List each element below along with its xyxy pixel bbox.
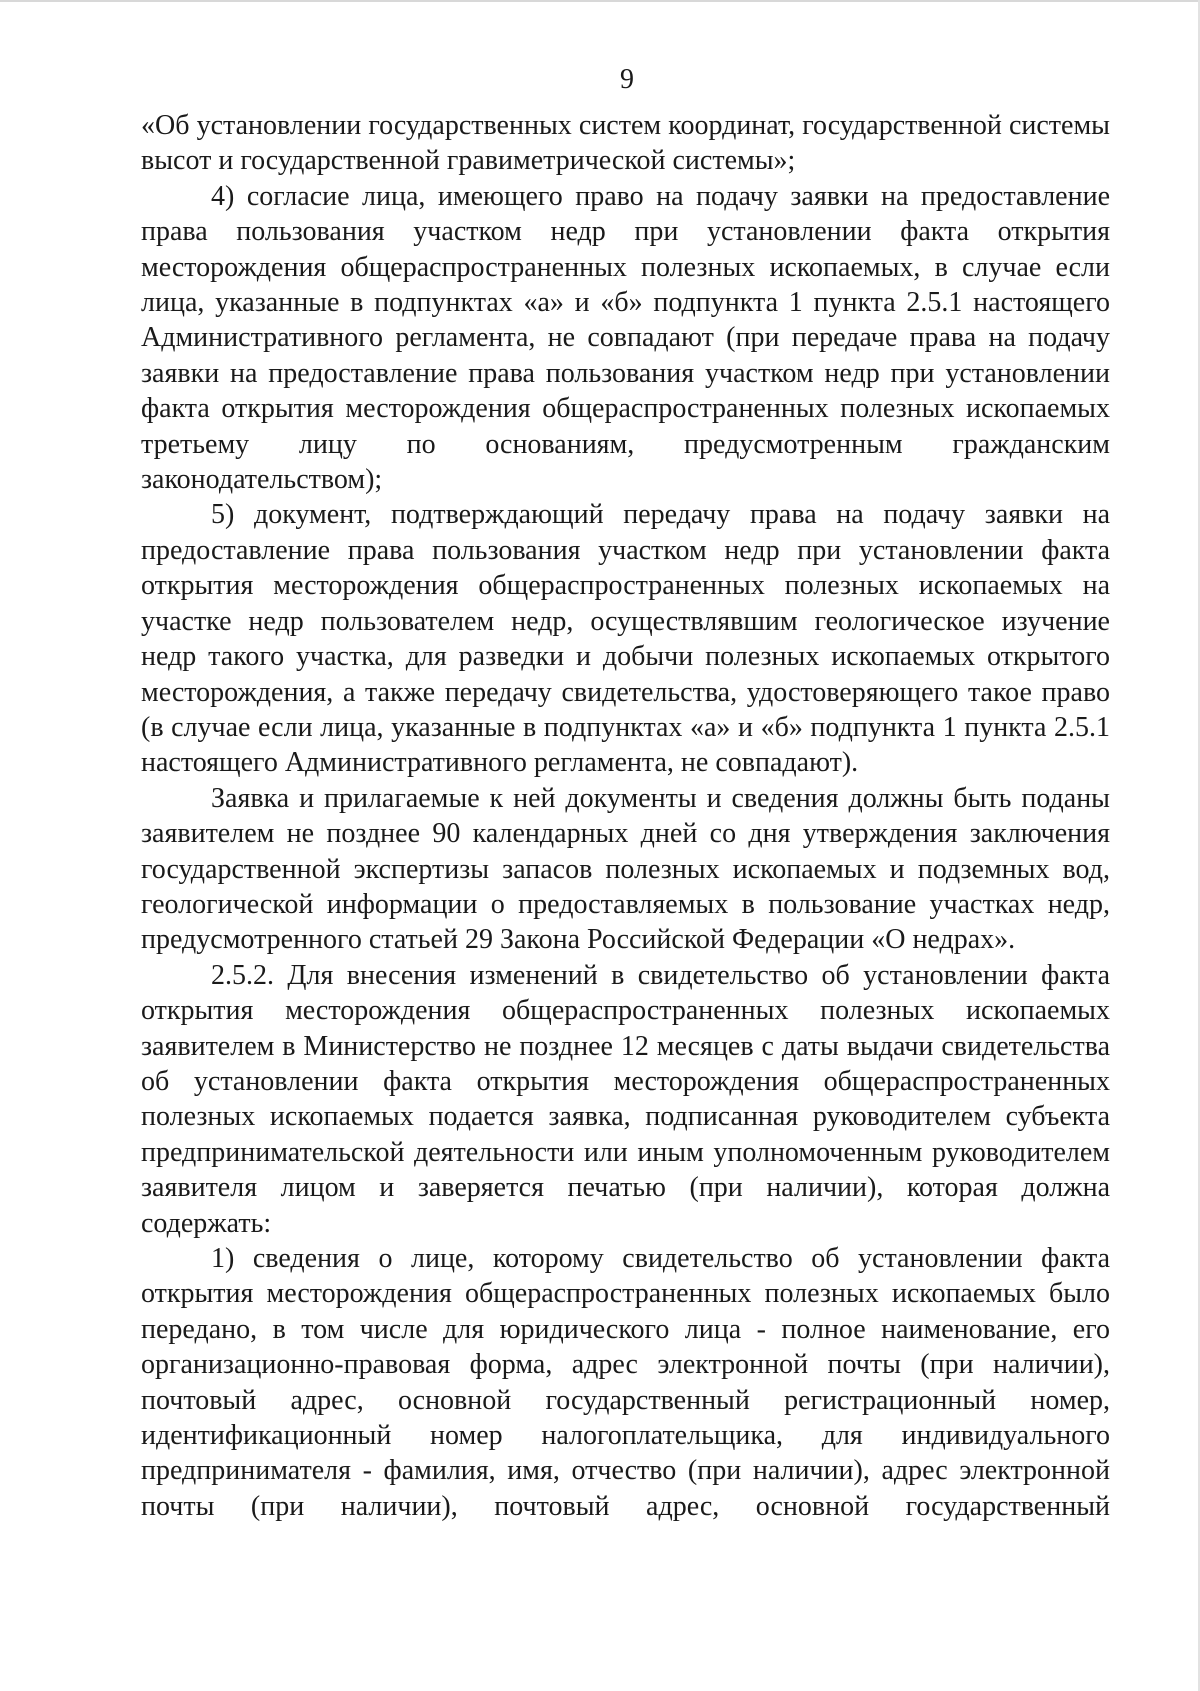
document-body xyxy=(141,108,1110,1524)
page-number: 9 xyxy=(620,64,634,95)
paragraph-section-2-5-2: 2.5.2. Для внесения изменений в свидетельство об установлении факта открытия месторождения общераспространенных полезных ископаемых заявителем в Министерство не позднее 12 месяцев с даты выдачи свидетельства об установлении факта открытия месторождения общераспространенных полезных ископаемых подается заявка, подписанная руководителем субъекта предпринимательской деятельности или иным уполномоченным руководителем заявителя лицом и заверяется печатью (при наличии), которая должна содержать: xyxy=(141,959,1110,1239)
paragraph-item-4: 4) согласие лица, имеющего право на подачу заявки на предоставление права пользования участком недр при установлении факта открытия месторождения общераспространенных полезных ископаемых, в случае если лица, указанные в подпунктах «а» и «б» подпункта 1 пункта 2.5.1 настоящего Административного регламента, не совпадают (при передаче права на подачу заявки на предоставление права пользования участком недр при установлении факта открытия месторождения общераспространенных полезных ископаемых третьему лицу по основаниям, предусмотренным гражданским законодательством); xyxy=(141,180,1110,496)
paragraph-item-1: 1) сведения о лице, которому свидетельство об установлении факта открытия месторождения общераспространенных полезных ископаемых было передано, в том числе для юридического лица - полное наименование, его организационно-правовая форма, адрес электронной почты (при наличии), почтовый адрес, основной государственный регистрационный номер, идентификационный номер налогоплательщика, для индивидуального предпринимателя - фамилия, имя, отчество (при наличии), адрес электронной почты (при наличии), почтовый адрес, основной государственный xyxy=(141,1243,1110,1522)
scan-edge xyxy=(0,0,1200,2)
paragraph-item-5: 5) документ, подтверждающий передачу права на подачу заявки на предоставление права пользования участком недр при установлении факта открытия месторождения общераспространенных полезных ископаемых на участке недр пользователем недр, осуществлявшим геологическое изучение недр такого участка, для разведки и добычи полезных ископаемых открытого месторождения, а также передачу свидетельства, удостоверяющего такое право (в случае если лица, указанные в подпунктах «а» и «б» подпункта 1 пункта 2.5.1 настоящего Административного регламента, не совпадают). xyxy=(141,499,1110,779)
paragraph-continuation: «Об установлении государственных систем координат, государственной системы высот и государственной гравиметрической системы»; xyxy=(141,110,1110,177)
paragraph-deadline: Заявка и прилагаемые к ней документы и сведения должны быть поданы заявителем не позднее 90 календарных дней со дня утверждения заключения государственной экспертизы запасов полезных ископаемых и подземных вод, геологической информации о предоставляемых в пользование участках недр, предусмотренного статьей 29 Закона Российской Федерации «О недрах». xyxy=(141,782,1110,956)
